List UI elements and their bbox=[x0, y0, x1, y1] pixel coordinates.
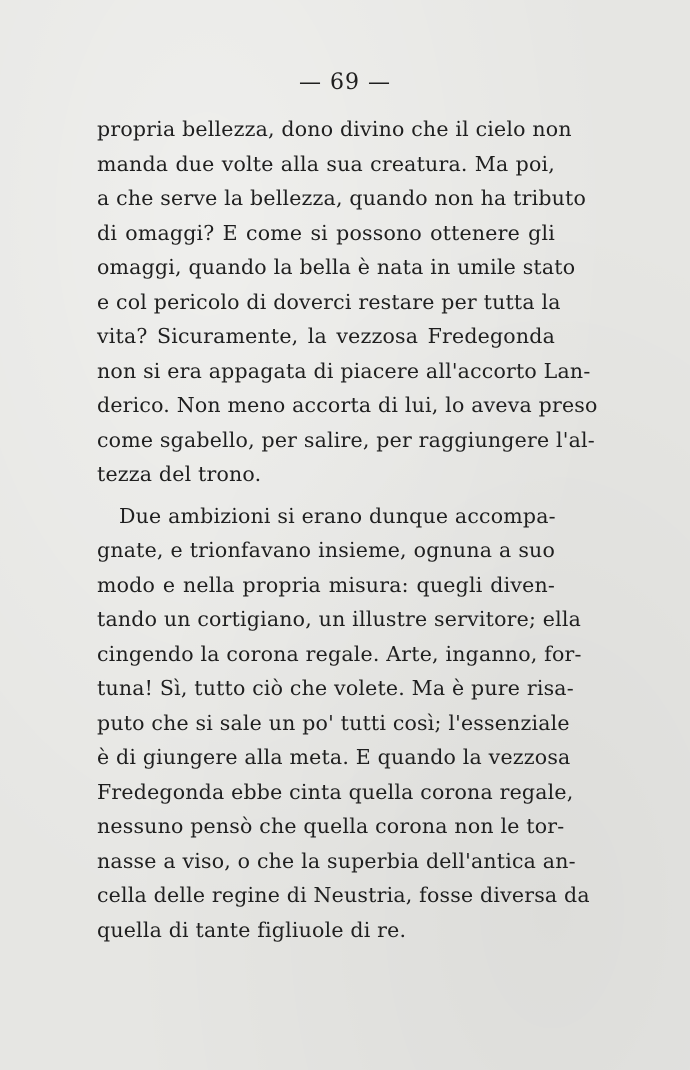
text-line: manda due volte alla sua creatura. Ma poi, bbox=[97, 151, 555, 176]
text-line: Due ambizioni si erano dunque accompa- bbox=[119, 503, 556, 528]
text-line: modo e nella propria misura: quegli diven- bbox=[97, 572, 555, 597]
text-line: vita? Sicuramente, la vezzosa Fredegonda bbox=[97, 324, 555, 348]
text-line: nasse a viso, o che la superbia dell'antica an- bbox=[97, 848, 576, 873]
text-line: come sgabello, per salire, per raggiungere l'al- bbox=[97, 427, 595, 452]
paragraph-gap bbox=[97, 492, 555, 499]
page-number: — 69 — bbox=[299, 70, 391, 95]
text-line: tuna! Sì, tutto ciò che volete. Ma è pure risa- bbox=[97, 676, 574, 700]
text-line: tezza del trono. bbox=[97, 462, 262, 486]
text-line: tando un cortigiano, un illustre servitore; ella bbox=[97, 607, 582, 631]
text-line: puto che si sale un po' tutti così; l'essenziale bbox=[97, 710, 570, 735]
text-line: cella delle regine di Neustria, fosse diversa da bbox=[97, 883, 590, 907]
body-text bbox=[97, 112, 598, 947]
text-line: Fredegonda ebbe cinta quella corona regale, bbox=[97, 779, 574, 804]
text-line: cingendo la corona regale. Arte, inganno, for- bbox=[97, 641, 582, 666]
text-line: omaggi, quando la bella è nata in umile stato bbox=[97, 255, 576, 279]
text-line: a che serve la bellezza, quando non ha tributo bbox=[97, 186, 587, 210]
text-line: di omaggi? E come si possono ottenere gli bbox=[97, 220, 555, 245]
paragraph-1 bbox=[97, 112, 598, 492]
text-line: non si era appagata di piacere all'accorto Lan- bbox=[97, 358, 591, 383]
text-line: quella di tante figliuole di re. bbox=[97, 917, 407, 942]
paragraph-2 bbox=[97, 499, 590, 948]
text-line: propria bellezza, dono divino che il cielo non bbox=[97, 117, 572, 141]
text-line: è di giungere alla meta. E quando la vezzosa bbox=[97, 745, 571, 769]
text-line: gnate, e trionfavano insieme, ognuna a suo bbox=[97, 538, 555, 562]
text-line: derico. Non meno accorta di lui, lo aveva preso bbox=[97, 393, 598, 417]
text-line: nessuno pensò che quella corona non le tor- bbox=[97, 814, 565, 838]
text-line: e col pericolo di doverci restare per tutta la bbox=[97, 289, 561, 314]
